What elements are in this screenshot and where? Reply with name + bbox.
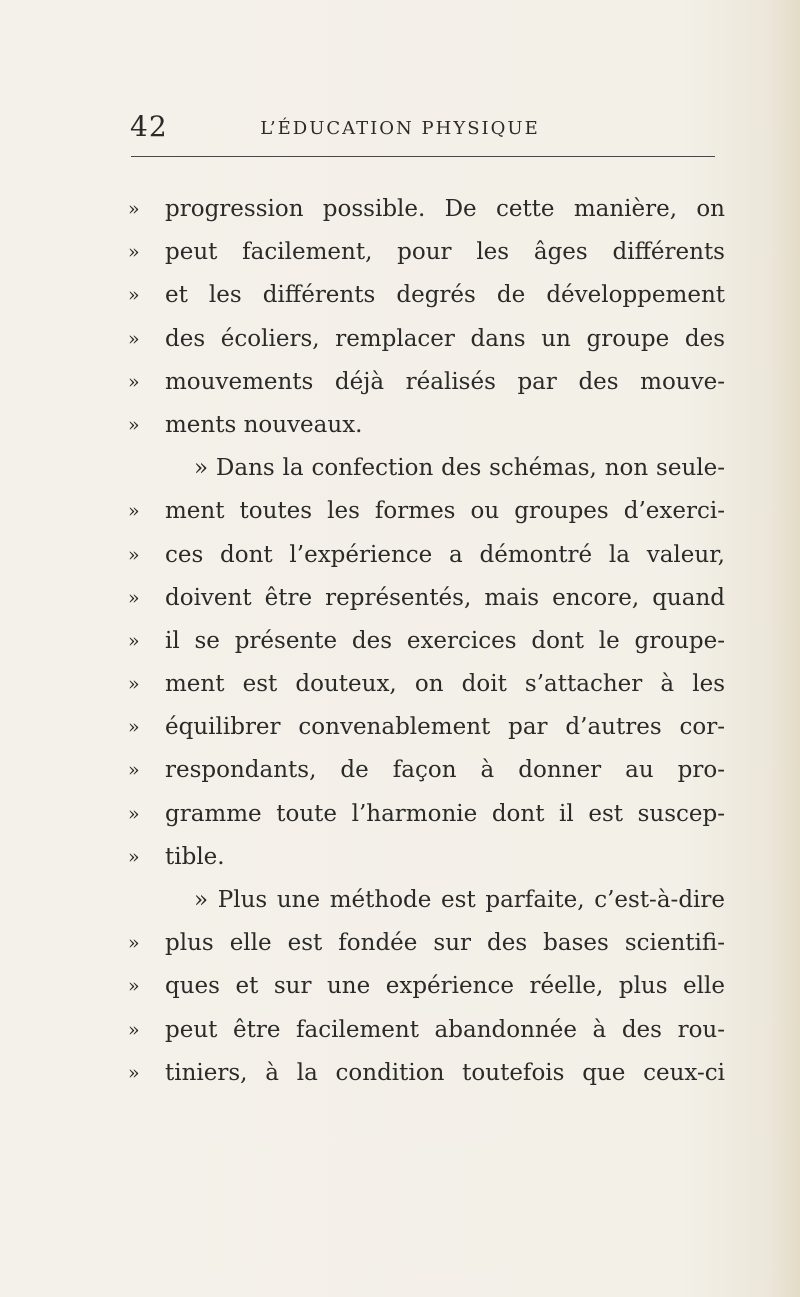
text-line — [128, 534, 728, 577]
running-title: L’ÉDUCATION PHYSIQUE — [260, 118, 540, 139]
text-line — [128, 836, 728, 879]
quote-marker: » — [128, 198, 140, 220]
text-line — [128, 965, 728, 1008]
quote-marker: » — [128, 500, 140, 523]
quote-marker: » — [128, 802, 140, 825]
line-text: peut facilement, pour les âges différents — [165, 239, 725, 266]
quote-marker: » — [128, 327, 140, 350]
line-text: » Plus une méthode est parfaite, c’est-à-dire — [194, 887, 725, 913]
line-text: et les différents degrés de développement — [165, 282, 725, 309]
text-line — [128, 1009, 728, 1052]
line-text: ment toutes les formes ou groupes d’exerci- — [165, 498, 725, 525]
quote-marker: » — [128, 1018, 140, 1041]
line-text: tiniers, à la condition toutefois que ceux-ci — [165, 1059, 725, 1086]
quote-marker: » — [128, 413, 140, 436]
line-text: peut être facilement abandonnée à des rou- — [165, 1016, 725, 1043]
paragraph-start-line — [128, 879, 728, 922]
text-line — [128, 749, 728, 792]
line-text: ments nouveaux. — [165, 411, 363, 438]
line-text: gramme toute l’harmonie dont il est suscep- — [165, 800, 725, 827]
text-line — [128, 188, 728, 231]
line-text: ces dont l’expérience a démontré la valeur, — [165, 541, 725, 568]
text-line — [128, 490, 728, 533]
line-text: équilibrer convenablement par d’autres cor- — [165, 714, 725, 741]
text-line — [128, 231, 728, 274]
text-line — [128, 793, 728, 836]
text-line — [128, 922, 728, 965]
line-text: doivent être représentés, mais encore, quand — [165, 584, 725, 611]
text-line — [128, 318, 728, 361]
quote-marker: » — [128, 759, 140, 782]
text-line — [128, 620, 728, 663]
header-rule — [131, 156, 715, 157]
quote-marker: » — [128, 284, 140, 307]
quote-marker: » — [128, 975, 140, 998]
quote-marker: » — [128, 586, 140, 609]
text-line — [128, 577, 728, 620]
line-text: des écoliers, remplacer dans un groupe des — [165, 325, 725, 352]
line-text: » Dans la confection des schémas, non seule- — [194, 455, 725, 482]
quote-marker: » — [128, 629, 140, 652]
text-line — [128, 274, 728, 317]
text-line — [128, 361, 728, 404]
line-text: ment est douteux, on doit s’attacher à les — [165, 671, 725, 698]
line-text: il se présente des exercices dont le groupe- — [165, 627, 725, 654]
quote-marker: » — [128, 845, 140, 868]
quote-marker: » — [128, 716, 140, 739]
quote-marker: » — [128, 1061, 140, 1084]
line-text: plus elle est fondée sur des bases scientifi- — [165, 930, 725, 957]
body-text — [128, 188, 728, 1095]
line-text: tible. — [165, 843, 225, 870]
text-line — [128, 663, 728, 706]
text-line — [128, 404, 728, 447]
quote-marker: » — [128, 673, 140, 696]
paragraph-start-line — [128, 447, 728, 490]
line-text: progression possible. De cette manière, on — [165, 196, 725, 222]
line-text: respondants, de façon à donner au pro- — [165, 757, 725, 784]
quote-marker: » — [128, 241, 140, 264]
text-line — [128, 1052, 728, 1095]
line-text: ques et sur une expérience réelle, plus elle — [165, 973, 725, 1000]
page-number: 42 — [130, 110, 168, 143]
quote-marker: » — [128, 370, 140, 393]
line-text: mouvements déjà réalisés par des mouve- — [165, 368, 725, 395]
text-line — [128, 706, 728, 749]
quote-marker: » — [128, 932, 140, 955]
quote-marker: » — [128, 543, 140, 566]
